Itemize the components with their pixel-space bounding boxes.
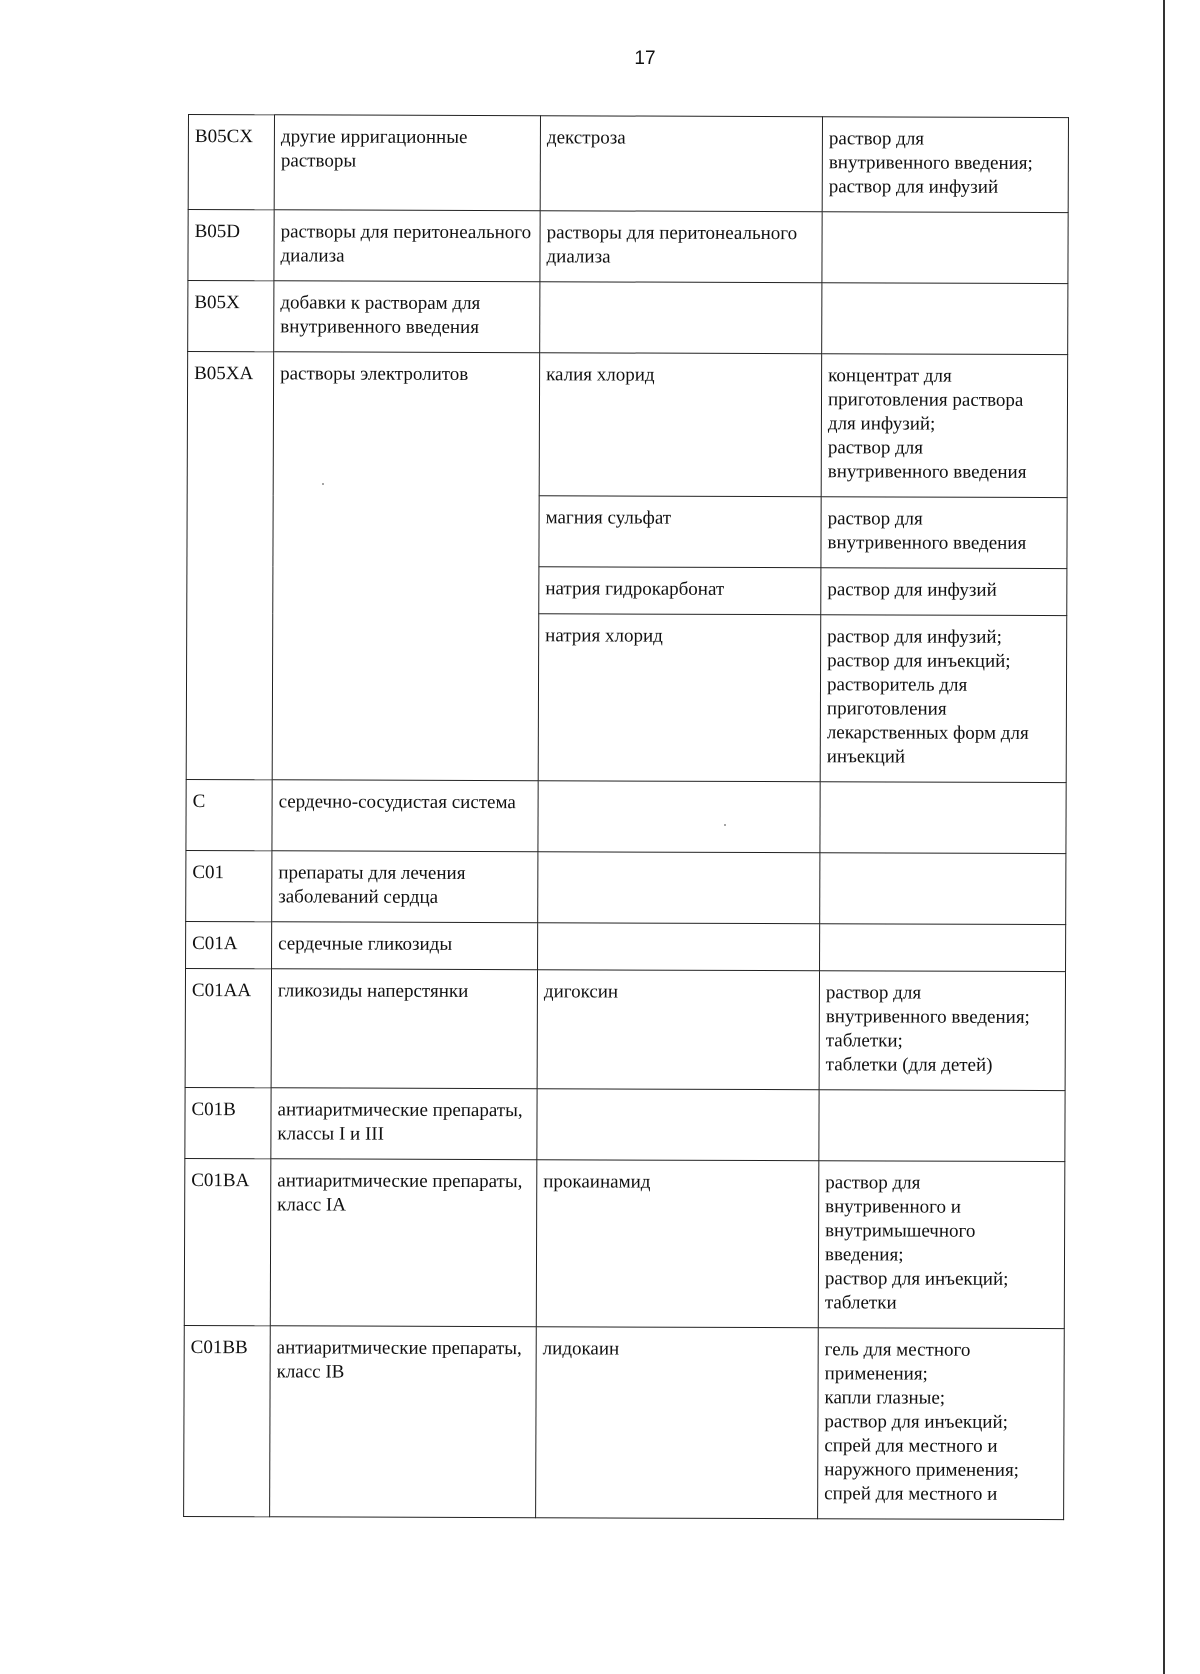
dosage-form-cell (820, 924, 1066, 972)
table-row (186, 850, 1066, 924)
drug-classification-table (183, 114, 1069, 1520)
atc-code-cell: B05CX (188, 115, 274, 210)
dosage-form-cell (822, 283, 1068, 355)
atc-code-cell: C01A (186, 921, 272, 968)
dosage-form-cell: раствор для внутривенного и внутримышечного введения; раствор для инъекций; таблетки (818, 1161, 1065, 1329)
anatomical-group-cell: антиаритмические препараты, классы I и III (271, 1088, 537, 1160)
drug-name-cell: натрия гидрокарбонат (539, 567, 821, 615)
page-number: 17 (634, 48, 656, 69)
atc-code-cell: C01BB (184, 1325, 271, 1516)
atc-code-cell: C01BA (184, 1158, 271, 1325)
dosage-form-cell: раствор для внутривенного введения (821, 497, 1067, 569)
dosage-form-cell: раствор для внутривенного введения; раствор для инфузий (822, 117, 1068, 213)
table-row (186, 779, 1066, 853)
dosage-form-cell (819, 1090, 1065, 1162)
table-row (188, 210, 1068, 284)
table-row (187, 352, 1067, 498)
drug-name-cell (538, 852, 820, 924)
dosage-form-cell: раствор для внутривенного введения; таблетки; таблетки (для детей) (819, 971, 1065, 1091)
table-row (186, 921, 1066, 971)
dosage-form-cell: гель для местного применения; капли глазные; раствор для инъекций; спрей для местного и наружного применения; спрей для местного и (818, 1328, 1065, 1520)
drug-name-cell: магния сульфат (539, 496, 821, 568)
drug-name-cell (540, 282, 822, 354)
anatomical-group-cell: гликозиды наперстянки (271, 969, 537, 1089)
atc-code-cell: C (186, 779, 272, 850)
dosage-form-cell (820, 853, 1066, 925)
table-row (185, 968, 1065, 1090)
atc-code-cell: B05D (188, 210, 274, 281)
table-body (184, 115, 1069, 1520)
anatomical-group-cell: растворы для перитонеального диализа (274, 210, 540, 282)
anatomical-group-cell: антиаритмические препараты, класс IA (270, 1159, 537, 1327)
anatomical-group-cell: сердечно-сосудистая система (272, 780, 538, 852)
table-row (188, 281, 1068, 355)
table-row (188, 115, 1068, 213)
drug-name-cell: лидокаин (536, 1327, 819, 1519)
dosage-form-cell: раствор для инфузий (821, 568, 1067, 616)
drug-name-cell: калия хлорид (539, 353, 821, 497)
anatomical-group-cell: растворы электролитов (272, 352, 539, 781)
atc-code-cell: C01B (185, 1087, 271, 1158)
atc-code-cell: C01AA (185, 968, 271, 1087)
dosage-form-cell (822, 212, 1068, 284)
atc-code-cell: B05X (188, 281, 274, 352)
drug-name-cell (538, 923, 820, 971)
anatomical-group-cell: антиаритмические препараты, класс IB (270, 1326, 537, 1518)
drug-name-cell (537, 1089, 819, 1161)
scan-edge-line (1163, 0, 1165, 1674)
dosage-form-cell (820, 782, 1066, 854)
dosage-form-cell: концентрат для приготовления раствора для инфузий; раствор для внутривенного введения (821, 354, 1067, 498)
table-row (185, 1087, 1065, 1161)
anatomical-group-cell: добавки к растворам для внутривенного введения (274, 281, 540, 353)
drug-name-cell (538, 781, 820, 853)
atc-code-cell: C01 (186, 850, 272, 921)
table-row (184, 1158, 1065, 1328)
drug-name-cell: прокаинамид (536, 1160, 819, 1328)
atc-code-cell: B05XA (186, 352, 273, 780)
drug-name-cell: декстроза (540, 116, 822, 212)
dosage-form-cell: раствор для инфузий; раствор для инъекций; растворитель для приготовления лекарственных форм для инъекций (820, 615, 1067, 783)
anatomical-group-cell: другие ирригационные растворы (274, 115, 540, 211)
anatomical-group-cell: препараты для лечения заболеваний сердца (272, 851, 538, 923)
drug-name-cell: натрия хлорид (538, 614, 821, 782)
anatomical-group-cell: сердечные гликозиды (272, 922, 538, 970)
table-row (184, 1325, 1065, 1519)
drug-name-cell: дигоксин (537, 970, 819, 1090)
drug-name-cell: растворы для перитонеального диализа (540, 211, 822, 283)
